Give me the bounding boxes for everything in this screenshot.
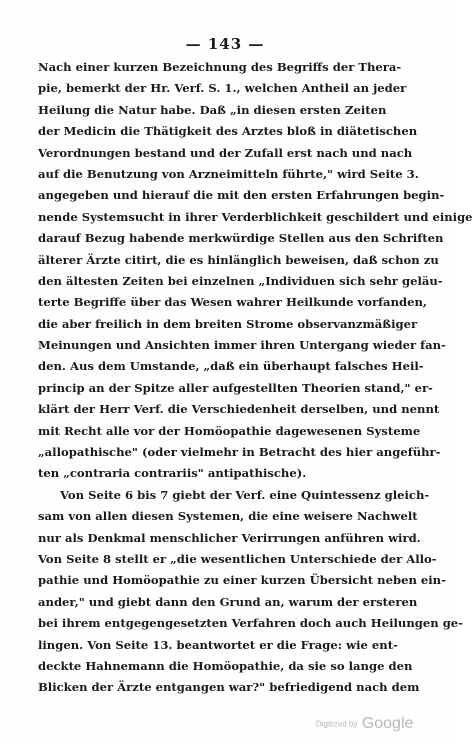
text-line: nur als Denkmal menschlicher Verirrungen anführen wird. <box>38 530 421 545</box>
text-line: Von Seite 6 bis 7 giebt der Verf. eine Quintessenz gleich- <box>60 487 430 502</box>
text-line: darauf Bezug habende merkwürdige Stellen aus den Schriften <box>38 231 444 246</box>
text-line: ten „contraria contrariis" antipathische). <box>38 466 307 481</box>
google-logo: Google <box>361 715 414 732</box>
text-line: Verordnungen bestand und der Zufall erst nach und nach <box>38 145 413 160</box>
text-line: lingen. Von Seite 13. beantwortet er die Frage: wie ent- <box>38 637 398 652</box>
watermark-prefix: Digitized by <box>316 719 358 729</box>
text-line: der Medicin die Thätigkeit des Arztes bloß in diätetischen <box>38 124 418 139</box>
text-line: die aber freilich in dem breiten Strome observanzmäßiger <box>38 316 418 331</box>
text-line: terte Begriffe über das Wesen wahrer Heilkunde vorfanden, <box>38 295 427 310</box>
text-line: angegeben und hierauf die mit den ersten Erfahrungen begin- <box>38 188 445 203</box>
text-line: nende Systemsucht in ihrer Verderblichkeit geschildert und einige <box>38 209 473 224</box>
text-line: pathie und Homöopathie zu einer kurzen Übersicht neben ein- <box>38 573 446 588</box>
text-line: deckte Hahnemann die Homöopathie, da sie so lange den <box>38 658 413 673</box>
digitized-by-google-watermark <box>316 715 436 737</box>
text-line: ander," und giebt dann den Grund an, warum der ersteren <box>38 594 418 609</box>
text-line: mit Recht alle vor der Homöopathie dagewesenen Systeme <box>38 423 421 438</box>
text-line: auf die Benutzung von Arzneimitteln führte," wird Seite 3. <box>38 166 419 181</box>
body-text <box>38 57 473 699</box>
text-line: Heilung die Natur habe. Daß „in diesen ersten Zeiten <box>38 102 387 117</box>
text-line: pie, bemerkt der Hr. Verf. S. 1., welchen Antheil an jeder <box>38 81 407 96</box>
page-number: — 143 — <box>185 35 265 53</box>
text-line: älterer Ärzte citirt, die es hinlänglich beweisen, daß schon zu <box>38 252 439 267</box>
text-line: den. Aus dem Umstande, „daß ein überhaupt falsches Heil- <box>38 359 424 374</box>
text-line: sam von allen diesen Systemen, die eine weisere Nachwelt <box>38 509 418 524</box>
text-line: „allopathische" (oder vielmehr in Betracht des hier angeführ- <box>38 445 441 460</box>
text-line: Nach einer kurzen Bezeichnung des Begriffs der Thera- <box>38 60 402 74</box>
text-line: bei ihrem entgegengesetzten Verfahren doch auch Heilungen ge- <box>38 616 463 631</box>
text-line: klärt der Herr Verf. die Verschiedenheit derselben, und nennt <box>38 402 440 417</box>
text-line: Blicken der Ärzte entgangen war?" befriedigend nach dem <box>38 680 420 695</box>
text-line: Von Seite 8 stellt er „die wesentlichen Unterschiede der Allo- <box>38 551 437 566</box>
text-line: princip an der Spitze aller aufgestellten Theorien stand," er- <box>38 380 433 395</box>
text-line: den ältesten Zeiten bei einzelnen „Individuen sich sehr geläu- <box>38 273 443 288</box>
text-line: Meinungen und Ansichten immer ihren Untergang wieder fan- <box>38 338 446 353</box>
